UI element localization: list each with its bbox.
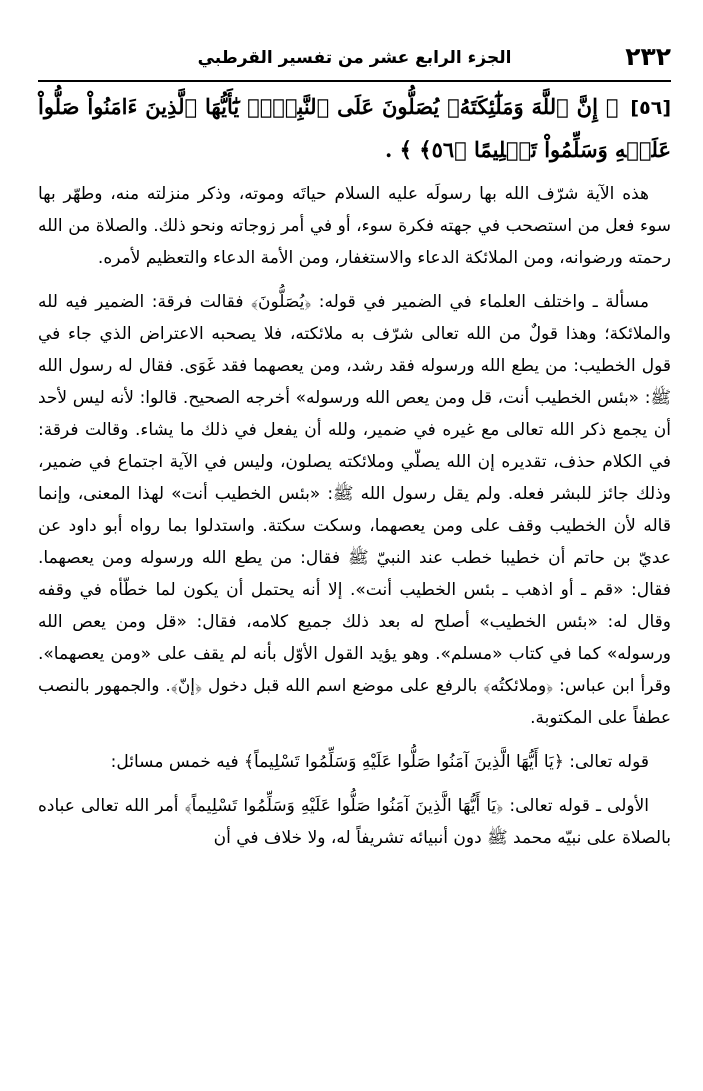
book-page <box>38 0 671 1091</box>
paragraph-intro: هذه الآية شرّف الله بها رسولَه عليه السلام حياتَه وموته، وذكر منزلته منه، وطهّر بها سوء فعل من استصحب في جهته فكرة سوء، أو في أمر زوجاته ونحو ذلك. والصلاة من الله رحمته ورضوانه، ومن الملائكة الدعاء والاستغفار، ومن الأمة الدعاء والتعظيم لأمره. <box>38 184 671 268</box>
page-header <box>38 40 671 76</box>
page-number: ٢٣٢ <box>625 42 671 71</box>
paragraph-verse-heading: قوله تعالى: ﴿يَا أَيُّهَا الَّذِينَ آمَنُوا صَلُّوا عَلَيْهِ وَسَلِّمُوا تَسْلِيماً﴾ فيه خمس مسائل: <box>110 752 649 772</box>
paragraph-first-issue: الأولى ـ قوله تعالى: ﴿يَا أَيُّهَا الَّذِينَ آمَنُوا صَلُّوا عَلَيْهِ وَسَلِّمُوا تَسْلِيماً﴾ أمر الله تعالى عباده بالصلاة على نبيّه محمد ﷺ دون أنبيائه تشريفاً له، ولا خلاف في أن <box>38 796 671 848</box>
running-title: الجزء الرابع عشر من تفسير القرطبي <box>197 48 512 68</box>
header-divider <box>38 80 671 82</box>
commentary-body <box>38 178 671 866</box>
verse-number: [٥٦] <box>630 97 671 119</box>
verse-text: ﴿ إِنَّ ٱللَّهَ وَمَلَٰٓئِكَتَهُۥ يُصَلُّونَ عَلَى ٱلنَّبِيِّۚ يَٰٓأَيُّهَا ٱلَّذِينَ ءَامَنُواْ صَلُّواْ عَلَيۡهِ وَسَلِّمُواْ تَسۡلِيمًا ﴿٥٦﴾ ﴾ . <box>38 94 671 162</box>
paragraph-issue: مسألة ـ واختلف العلماء في الضمير في قوله: ﴿يُصَلُّونَ﴾ فقالت فرقة: الضمير فيه لله والملائكة؛ وهذا قولٌ من الله تعالى شرّف به ملائكته، فلا يصحبه الاعتراض الذي جاء في قول الخطيب: من يطع الله ورسوله فقد رشد، ومن يعصهما فقد غَوَى. فقال له رسول الله ﷺ: «بئس الخطيب أنت، قل ومن يعص الله ورسوله» أخرجه الصحيح. قالوا: لأنه ليس لأحد أن يجمع ذكر الله تعالى مع غيره في ضمير، ولله أن يفعل في ذلك ما يشاء. وقالت فرقة: في الكلام حذف، تقديره إن الله يصلّي وملائكته يصلون، وليس في الآية اجتماع في ضمير، وذلك جائز للبشر فعله. ولم يقل رسول الله ﷺ: «بئس الخطيب أنت» لهذا المعنى، وإنما قاله لأن الخطيب وقف على ومن يعصهما، وسكت سكتة. واستدلوا بما رواه أبو داود عن عديّ بن حاتم أن خطيبا خطب عند النبيّ ﷺ فقال: من يطع الله ورسوله ومن يعصهما. فقال: «قم ـ أو اذهب ـ بئس الخطيب أنت». إلا أنه يحتمل أن يكون لما خطّأه في وقفه وقال له: «بئس الخطيب» أصلح له بعد ذلك جميع كلامه، فقال: «قل ومن يعص الله ورسوله» كما في كتاب «مسلم». وهو يؤيد القول الأوّل بأنه لم يقف على «ومن يعصهما». وقرأ ابن عباس: ﴿وملائكتُه﴾ بالرفع على موضع اسم الله قبل دخول ﴿إنّ﴾. والجمهور بالنصب عطفاً على المكتوبة. <box>38 292 671 728</box>
quran-verse <box>38 86 671 171</box>
